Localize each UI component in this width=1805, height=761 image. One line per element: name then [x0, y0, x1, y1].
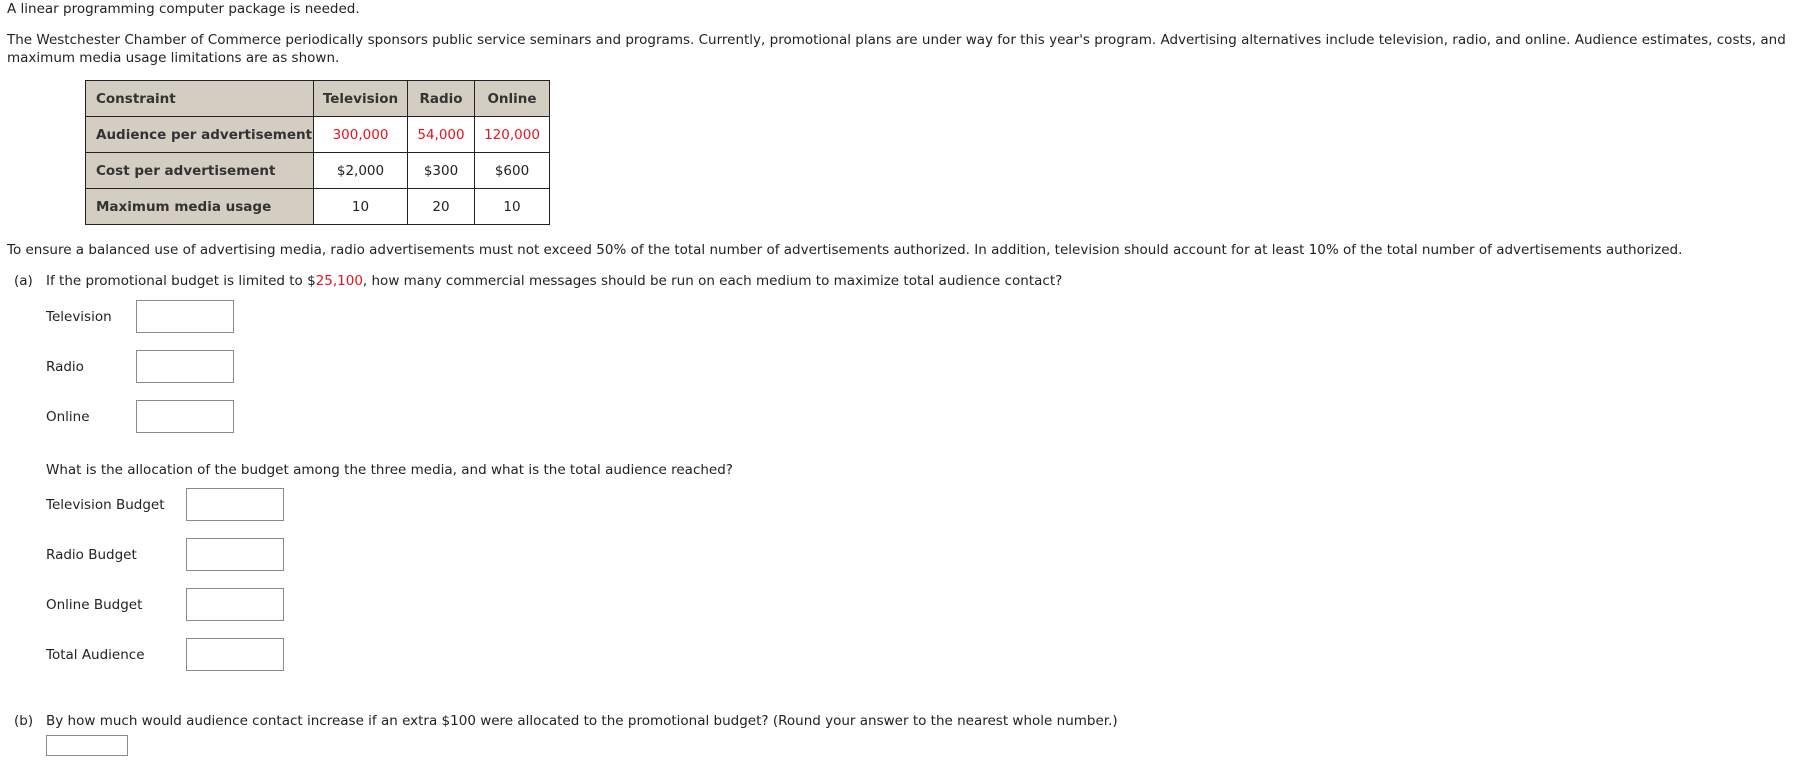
radio-budget-label: Radio Budget	[46, 547, 137, 563]
table-row	[86, 189, 550, 225]
television-budget-input[interactable]	[186, 488, 284, 521]
max-usage-online: 10	[475, 189, 550, 225]
audience-increase-input[interactable]	[46, 735, 128, 756]
table-header-online: Online	[475, 81, 550, 117]
problem-statement: The Westchester Chamber of Commerce periodically sponsors public service seminars and programs. Currently, promotional plans are under way for this year's program. Advertising alternatives include television, radio, and online. Audience estimates, costs, and maximum media usage limitations are as shown.	[7, 32, 1786, 66]
table-row	[86, 153, 550, 189]
row-label-max-usage: Maximum media usage	[86, 189, 314, 225]
table-header-row	[86, 81, 550, 117]
audience-online: 120,000	[475, 117, 550, 153]
online-count-input[interactable]	[136, 400, 234, 433]
total-audience-label: Total Audience	[46, 647, 145, 663]
cost-radio: $300	[408, 153, 475, 189]
online-budget-input[interactable]	[186, 588, 284, 621]
budget-limit-value: 25,100	[315, 273, 363, 289]
row-label-audience: Audience per advertisement	[86, 117, 314, 153]
part-a-marker: (a)	[14, 273, 33, 289]
total-audience-input[interactable]	[186, 638, 284, 671]
row-label-cost: Cost per advertisement	[86, 153, 314, 189]
television-budget-label: Television Budget	[46, 497, 165, 513]
audience-radio: 54,000	[408, 117, 475, 153]
table-header-television: Television	[314, 81, 408, 117]
online-label: Online	[46, 409, 90, 425]
radio-count-input[interactable]	[136, 350, 234, 383]
table-header-constraint: Constraint	[86, 81, 314, 117]
radio-label: Radio	[46, 359, 84, 375]
max-usage-television: 10	[314, 189, 408, 225]
media-table	[85, 80, 550, 225]
cost-online: $600	[475, 153, 550, 189]
max-usage-radio: 20	[408, 189, 475, 225]
part-a-question-after: , how many commercial messages should be run on each medium to maximize total audience contact?	[362, 273, 1063, 289]
audience-television: 300,000	[314, 117, 408, 153]
budget-allocation-question: What is the allocation of the budget among the three media, and what is the total audience reached?	[46, 462, 733, 478]
part-a-question	[46, 272, 1062, 290]
balance-note: To ensure a balanced use of advertising media, radio advertisements must not exceed 50% of the total number of advertisements authorized. In addition, television should account for at least 10% of the total number of advertisements authorized.	[7, 242, 1683, 258]
television-label: Television	[46, 309, 112, 325]
table-row	[86, 117, 550, 153]
television-count-input[interactable]	[136, 300, 234, 333]
part-b-question: By how much would audience contact increase if an extra $100 were allocated to the promotional budget? (Round your answer to the nearest whole number.)	[46, 713, 1118, 729]
part-b-marker: (b)	[14, 713, 34, 729]
radio-budget-input[interactable]	[186, 538, 284, 571]
online-budget-label: Online Budget	[46, 597, 143, 613]
table-header-radio: Radio	[408, 81, 475, 117]
part-a-question-before: If the promotional budget is limited to $	[46, 273, 316, 289]
cost-television: $2,000	[314, 153, 408, 189]
intro-text: A linear programming computer package is needed.	[7, 1, 360, 17]
